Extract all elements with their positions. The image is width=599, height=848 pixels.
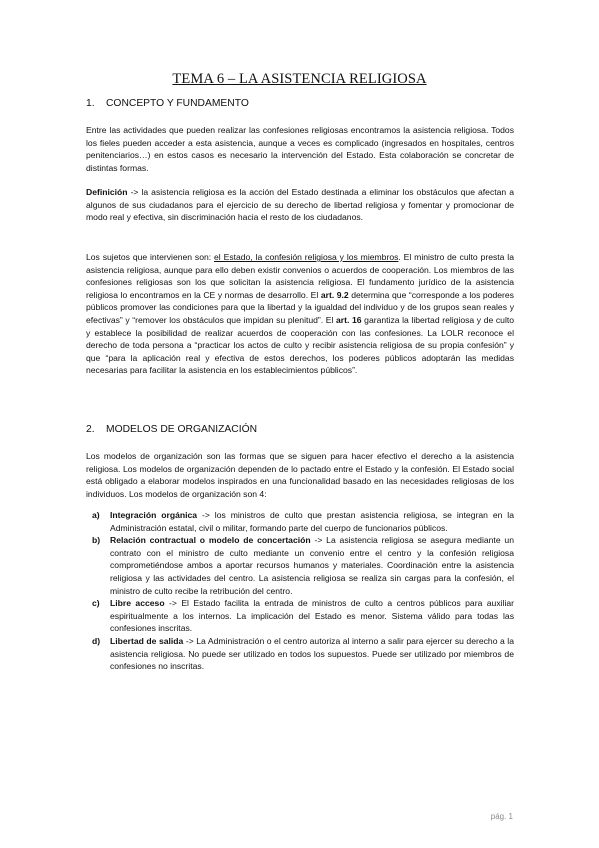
- list-item-text: -> La asistencia religiosa se asegura mediante un contrato con el ministro de culto mediante un convenio entre el centro y la confesión religiosa comprometiéndose ambos a aportar recursos humanos y materiales. Coordinación entre la asistencia religiosa y las actividades del centro. La asistencia religiosa se realiza sin cargas para la confesión, el ministro de culto recibe la retribución del centro.: [110, 535, 514, 596]
- definition-text: -> la asistencia religiosa es la acción del Estado destinada a eliminar los obstáculos que afectan a algunos de sus ciudadanos para el ejercicio de su derecho de libertad religiosa y fomentar y promocionar de modo real y efectiva, sin discriminación hacia el resto de los ciudadanos.: [86, 187, 514, 223]
- list-item: [86, 509, 514, 534]
- document-title: TEMA 6 – LA ASISTENCIA RELIGIOSA: [172, 71, 427, 87]
- list-item-label: Libertad de salida: [110, 635, 184, 646]
- p3-text-a: Los sujetos que intervienen son:: [86, 252, 215, 262]
- p3-text-b: . El ministro de culto presta la asistencia religiosa, aunque para ello deben existir convenios o acuerdos de cooperación. Los miembros de las confesiones religiosas son los que solicitan la asistencia religiosa. El fundamento jurídico de la asistencia religiosa lo encontramos en la CE y normas de desarrollo. El: [86, 252, 514, 300]
- list-item: [86, 597, 514, 635]
- article-16: art. 16: [336, 314, 362, 325]
- subjects-underlined: el Estado, la confesión religiosa y los miembros: [214, 252, 399, 262]
- section-1-paragraph-3: [86, 251, 514, 377]
- list-item: [86, 635, 514, 673]
- section-2-number: 2.: [86, 424, 95, 435]
- p3-text-c: determina que “corresponde a los poderes públicos promover las condiciones para que la libertad y la igualdad del individuo y de los grupos sean reales y efectivas” y “remover los obstáculos que impidan su plenitud”. El: [86, 289, 514, 325]
- definition-label: Definición: [86, 187, 128, 197]
- list-item-text: -> La Administración o el centro autoriza al interno a salir para ejercer su derecho a la asistencia religiosa. No puede ser utilizado en todos los supuestos. Puede ser utilizado por miembros de confesiones no inscritas.: [110, 635, 514, 672]
- list-marker: c): [92, 598, 100, 609]
- list-item-text: -> los ministros de culto que prestan asistencia religiosa, se integran en la Administración estatal, civil o militar, formando parte del cuerpo de funcionarios públicos.: [110, 510, 514, 533]
- list-item-label: Libre acceso: [110, 598, 165, 609]
- section-2-title: MODELOS DE ORGANIZACIÓN: [106, 424, 258, 435]
- list-item-text: -> El Estado facilita la entrada de ministros de culto a centros públicos para auxiliar espiritualmente a los internos. La implicación del Estado es menor. Sistema válido para todas las confesiones inscritas.: [110, 598, 515, 634]
- section-1-number: 1.: [86, 98, 95, 109]
- section-1-definition: [86, 186, 514, 224]
- list-marker: a): [92, 510, 100, 520]
- section-2-intro: Los modelos de organización son las formas que se siguen para hacer efectivo el derecho a la asistencia religiosa. Los modelos de organización dependen de lo pactado entre el Estado y la confesión. El Estado social está obligado a elaborar modelos inspirados en una funcionalidad basado en las necesidades religiosas de los individuos. Los modelos de organización son 4:: [86, 451, 514, 499]
- list-marker: b): [92, 535, 101, 546]
- p3-text-d: garantiza la libertad religiosa y de culto y establece la posibilidad de realizar acuerdos de cooperación con las confesiones. La LOLR reconoce el derecho de toda persona a “practicar los actos de culto y recibir asistencia religiosa de su propia confesión” y que “para la aplicación real y efectiva de estos derechos, los poderes públicos adoptarán las medidas necesarias para facilitar la asistencia en los establecimientos públicos”.: [86, 314, 515, 376]
- section-2-heading: [86, 424, 257, 435]
- article-9-2: art. 9.2: [320, 289, 349, 300]
- section-1-paragraph-1: Entre las actividades que pueden realizar las confesiones religiosas encontramos la asistencia religiosa. Todos los fieles pueden acceder a esta asistencia, aunque a veces es complicado (ingresados en hospitales, centros penitenciarios…) en estos casos es necesario la intervención del Estado. Esta colaboración se concretar de distintas formas.: [86, 125, 514, 173]
- section-1-title: CONCEPTO Y FUNDAMENTO: [106, 98, 249, 109]
- list-item-label: Integración orgánica: [110, 510, 198, 520]
- list-item-label: Relación contractual o modelo de concertación: [110, 535, 311, 546]
- section-1-heading: [86, 98, 249, 109]
- list-marker: d): [92, 635, 101, 646]
- page-number: pág. 1: [490, 812, 513, 821]
- list-item: [86, 534, 514, 597]
- organization-models-list: [86, 509, 514, 673]
